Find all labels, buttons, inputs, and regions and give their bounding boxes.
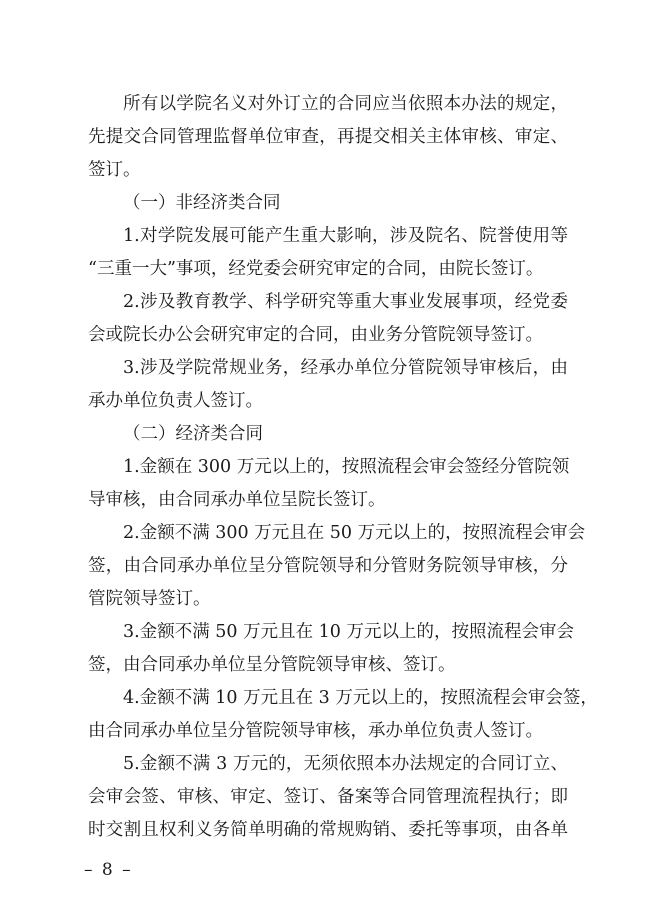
non-economic-item-2-line-1: 2.涉及教育教学、科学研究等重大事业发展事项，经党委: [123, 292, 568, 312]
economic-item-2-line-1: 2.金额不满 300 万元且在 50 万元以上的，按照流程会审会: [123, 523, 586, 543]
section-heading-non-economic: （一）非经济类合同: [123, 193, 281, 213]
non-economic-item-1-line-2: “三重一大”事项，经党委会研究审定的合同，由院长签订。: [88, 259, 544, 279]
economic-item-4-line-2: 由合同承办单位呈分管院领导审核，承办单位负责人签订。: [88, 721, 543, 741]
non-economic-item-3-line-1: 3.涉及学院常规业务，经承办单位分管院领导审核后，由: [123, 358, 568, 378]
economic-item-2-line-2: 签，由合同承办单位呈分管院领导和分管财务院领导审核，分: [88, 556, 568, 576]
economic-item-1-line-1: 1.金额在 300 万元以上的，按照流程会审会签经分管院领: [123, 457, 570, 477]
non-economic-item-1-line-1: 1.对学院发展可能产生重大影响，涉及院名、院誉使用等: [123, 226, 568, 246]
non-economic-item-2-line-2: 会或院长办公会研究审定的合同，由业务分管院领导签订。: [88, 325, 543, 345]
paragraph-intro-line-1: 所有以学院名义对外订立的合同应当依照本办法的规定，: [123, 94, 568, 114]
economic-item-3-line-2: 签，由合同承办单位呈分管院领导审核、签订。: [88, 655, 456, 675]
non-economic-item-3-line-2: 承办单位负责人签订。: [88, 391, 263, 411]
economic-item-4-line-1: 4.金额不满 10 万元且在 3 万元以上的，按照流程会审会签，: [123, 688, 598, 708]
section-heading-economic: （二）经济类合同: [123, 424, 263, 444]
paragraph-intro-line-2: 先提交合同管理监督单位审查，再提交相关主体审核、审定、: [88, 127, 568, 147]
economic-item-5-line-2: 会审会签、审核、审定、签订、备案等合同管理流程执行；即: [88, 787, 568, 807]
economic-item-3-line-1: 3.金额不满 50 万元且在 10 万元以上的，按照流程会审会: [123, 622, 574, 642]
economic-item-5-line-1: 5.金额不满 3 万元的，无须依照本办法规定的合同订立、: [123, 754, 568, 774]
page-number: – 8 –: [84, 860, 133, 880]
economic-item-2-line-3: 管院领导签订。: [88, 589, 211, 609]
economic-item-1-line-2: 导审核，由合同承办单位呈院长签订。: [88, 490, 386, 510]
document-body: [88, 88, 598, 847]
paragraph-intro-line-3: 签订。: [88, 160, 141, 180]
economic-item-5-line-3: 时交割且权利义务简单明确的常规购销、委托等事项，由各单: [88, 820, 568, 840]
